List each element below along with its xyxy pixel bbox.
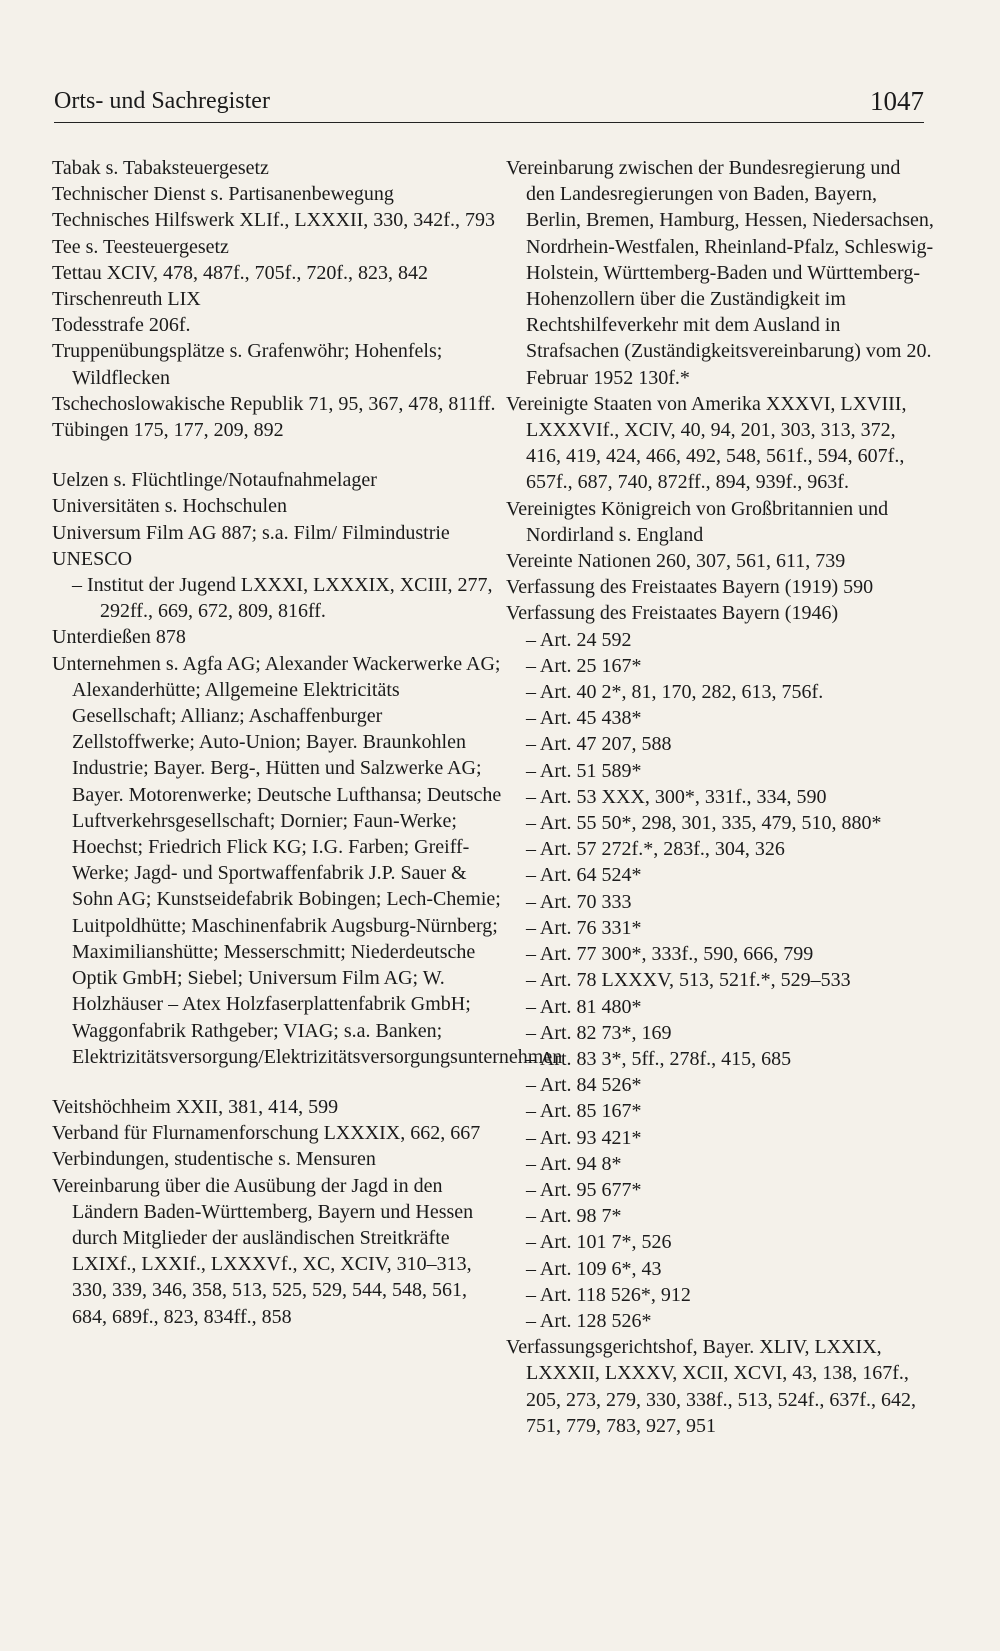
article-subentry: – Art. 77 300*, 333f., 590, 666, 799 (526, 943, 814, 966)
index-entry: Tirschenreuth LIX (52, 288, 201, 311)
letter-gap (52, 1070, 502, 1094)
article-subentry: – Art. 40 2*, 81, 170, 282, 613, 756f. (526, 681, 824, 704)
article-subentry: – Art. 64 524* (526, 864, 642, 887)
index-entry: Tee s. Teesteuergesetz (52, 235, 229, 258)
index-entry: Universitäten s. Hochschulen (52, 495, 287, 518)
index-entry: Tübingen 175, 177, 209, 892 (52, 419, 284, 442)
index-entry: Vereinigtes Königreich von Großbritannien und Nordirland s. England (506, 497, 889, 546)
index-entry: Tabak s. Tabaksteuergesetz (52, 157, 269, 179)
index-entry: Todesstrafe 206f. (52, 314, 191, 337)
article-subentry: – Art. 101 7*, 526 (526, 1231, 672, 1254)
index-entry: Technisches Hilfswerk XLIf., LXXXII, 330, 342f., 793 (52, 209, 495, 232)
article-subentry: – Art. 84 526* (526, 1074, 642, 1097)
article-subentry: – Art. 109 6*, 43 (526, 1257, 662, 1280)
article-subentry: – Art. 94 8* (526, 1152, 622, 1175)
index-entry: Tschechoslowakische Republik 71, 95, 367, 478, 811ff. (52, 392, 496, 415)
letter-gap (52, 443, 502, 467)
index-entry: Veitshöchheim XXII, 381, 414, 599 (52, 1095, 339, 1118)
index-entry: Verfassung des Freistaates Bayern (1946) (506, 602, 839, 625)
article-subentry: – Art. 47 207, 588 (526, 733, 672, 756)
index-entry: Truppenübungsplätze s. Grafenwöhr; Hohenfels; Wildflecken (52, 340, 443, 389)
page-header (54, 82, 924, 123)
article-subentry: – Art. 81 480* (526, 995, 642, 1018)
index-entry: Vereinte Nationen 260, 307, 561, 611, 739 (506, 550, 846, 573)
index-entry: Verfassungsgerichtshof, Bayer. XLIV, LXXIX, LXXXII, LXXXV, XCII, XCVI, 43, 138, 167f., 205, 273, 279, 330, 338f., 513, 524f., 637f., 642, 751, 779, 783, 927, 951 (506, 1336, 916, 1437)
index-entry: UNESCO (52, 547, 133, 570)
article-subentry: – Art. 70 333 (526, 890, 632, 913)
article-subentry: – Art. 24 592 (526, 628, 632, 651)
index-entry: Uelzen s. Flüchtlinge/Notaufnahmelager (52, 469, 377, 492)
article-subentry: – Art. 85 167* (526, 1100, 642, 1123)
article-subentry: – Art. 118 526*, 912 (526, 1283, 691, 1306)
page-number: 1047 (870, 86, 924, 116)
index-entry: Verband für Flurnamenforschung LXXXIX, 662, 667 (52, 1122, 481, 1145)
article-subentry: – Art. 78 LXXXV, 513, 521f.*, 529–533 (526, 969, 851, 992)
article-subentry: – Art. 128 526* (526, 1309, 652, 1332)
article-subentry: – Art. 76 331* (526, 916, 642, 939)
left-column (52, 155, 563, 1330)
register-title: Orts- und Sachregister (54, 88, 270, 114)
article-subentry: – Art. 55 50*, 298, 301, 335, 479, 510, 880* (526, 812, 882, 835)
index-entry: Verbindungen, studentische s. Mensuren (52, 1148, 376, 1171)
right-column (506, 155, 934, 1439)
article-subentry: – Art. 98 7* (526, 1205, 622, 1228)
article-subentry: – Art. 45 438* (526, 707, 642, 730)
index-entry: Universum Film AG 887; s.a. Film/ Filmindustrie (52, 521, 450, 544)
article-subentry: – Art. 95 677* (526, 1178, 642, 1201)
index-entry: Vereinigte Staaten von Amerika XXXVI, LXVIII, LXXXVIf., XCIV, 40, 94, 201, 303, 313, 372, 416, 419, 424, 466, 492, 548, 561f., 594, 607f., 657f., 687, 740, 872ff., 894, 939f., 963f. (506, 392, 907, 494)
index-entry: Vereinbarung zwischen der Bundesregierung und den Landesregierungen von Baden, Bayern, Berlin, Bremen, Hamburg, Hessen, Niedersachsen, Nordrhein-Westfalen, Rheinland-Pfalz, Schleswig-Holstein, Württemberg-Baden und Württemberg-Hohenzollern über die Zuständigkeit im Rechtshilfeverkehr mit dem Ausland in Strafsachen (Zuständigkeitsvereinbarung) vom 20. Februar 1952 130f.* (506, 157, 934, 389)
index-entry: Tettau XCIV, 478, 487f., 705f., 720f., 823, 842 (52, 261, 428, 284)
article-subentry: – Art. 51 589* (526, 759, 642, 782)
article-subentry: – Art. 82 73*, 169 (526, 1021, 672, 1044)
index-entry: Unternehmen s. Agfa AG; Alexander Wackerwerke AG; Alexanderhütte; Allgemeine Elektricitäts Gesellschaft; Allianz; Aschaffenburger Zellstoffwerke; Auto-Union; Bayer. Braunkohlen Industrie; Bayer. Berg-, Hütten und Salzwerke AG; Bayer. Motorenwerke; Deutsche Lufthansa; Deutsche Luftverkehrsgesellschaft; Dornier; Faun-Werke; Hoechst; Friedrich Flick KG; I.G. Farben; Greiff-Werke; Jagd- und Sportwaffenfabrik J.P. Sauer & Sohn AG; Kunstseidefabrik Bobingen; Lech-Chemie; Luitpoldhütte; Maschinenfabrik Augsburg-Nürnberg; Maximilianshütte; Messerschmitt; Niederdeutsche Optik GmbH; Siebel; Universum Film AG; W. Holzhäuser – Atex Holzfaserplattenfabrik GmbH; Waggonfabrik Rathgeber; VIAG; s.a. Banken; Elektrizitätsversorgung/Elektrizitätsversorgungsunternehmen (52, 652, 563, 1068)
article-subentry: – Art. 93 421* (526, 1126, 642, 1149)
index-entry: Vereinbarung über die Ausübung der Jagd in den Ländern Baden-Württemberg, Bayern und Hessen durch Mitglieder der ausländischen Streitkräfte LXIXf., LXXIf., LXXXVf., XC, XCIV, 310–313, 330, 339, 346, 358, 513, 525, 529, 544, 548, 561, 684, 689f., 823, 834ff., 858 (52, 1174, 474, 1328)
article-subentry: – Art. 25 167* (526, 654, 642, 677)
article-subentry: – Art. 83 3*, 5ff., 278f., 415, 685 (526, 1047, 792, 1070)
index-subentry: – Institut der Jugend LXXXI, LXXXIX, XCIII, 277, 292ff., 669, 672, 809, 816ff. (72, 574, 493, 623)
article-subentry: – Art. 53 XXX, 300*, 331f., 334, 590 (526, 785, 827, 808)
index-entry: Unterdießen 878 (52, 626, 186, 649)
index-entry: Technischer Dienst s. Partisanenbewegung (52, 183, 394, 206)
index-entry: Verfassung des Freistaates Bayern (1919) 590 (506, 576, 874, 599)
article-subentry: – Art. 57 272f.*, 283f., 304, 326 (526, 838, 785, 861)
